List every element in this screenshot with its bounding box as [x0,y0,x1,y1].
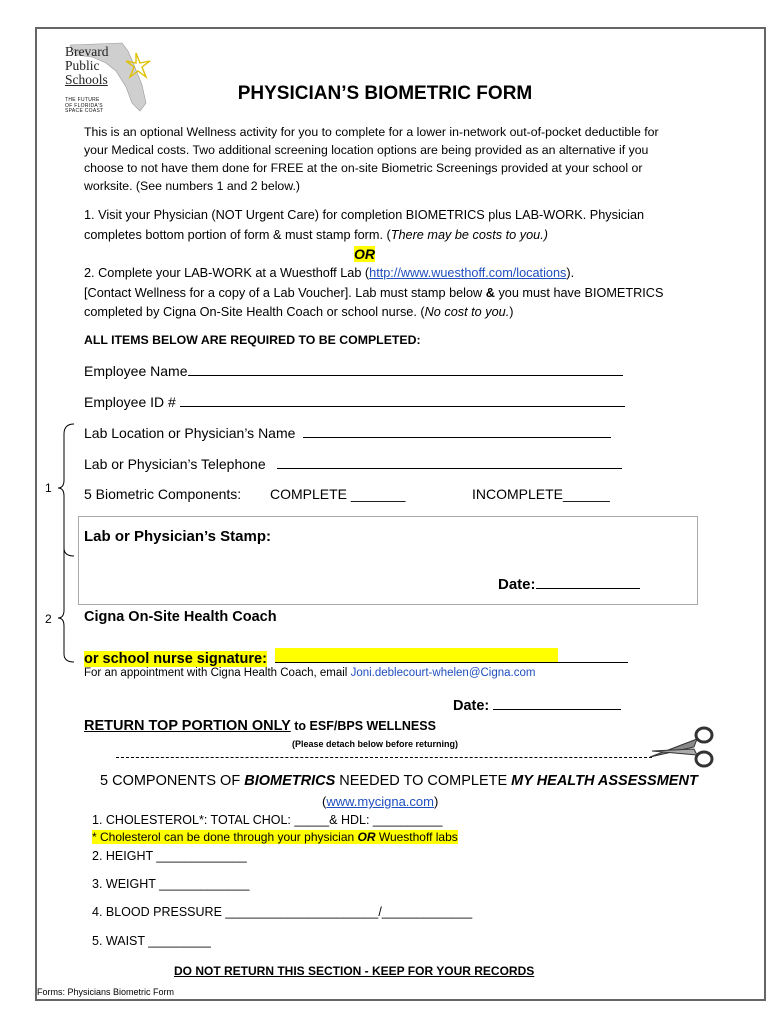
or-label [354,246,375,262]
stamp-date-field[interactable] [536,575,640,589]
chol-note-post: Wuesthoff labs [375,830,458,844]
appointment-note [84,667,535,679]
option-2-text-2: ). [566,266,575,280]
complete-field[interactable]: COMPLETE _______ [270,486,406,502]
incomplete-field[interactable]: INCOMPLETE______ [472,486,610,502]
option-1 [84,206,684,245]
coach-email-link[interactable]: Joni.deblecourt-whelen@Cigna.com [350,667,536,679]
chol-note-pre: * Cholesterol can be done through your physician [92,830,358,844]
components-heading-mid: NEEDED TO COMPLETE [335,773,512,789]
detach-note: (Please detach below before returning) [292,739,459,749]
return-instruction [84,718,436,734]
coach-date-field[interactable] [493,696,621,710]
employee-id-row [84,393,625,410]
option-2-text-5: ) [509,305,514,319]
logo-tagline-1: THE FUTURE [65,97,100,103]
components-heading [100,773,698,789]
form-label: Forms: Physicians Biometric Form [37,987,175,997]
cholesterol-note [92,830,458,844]
employee-name-field[interactable] [188,362,623,376]
wuesthoff-link[interactable]: http://www.wuesthoff.com/locations [369,266,567,280]
page-title: PHYSICIAN’S BIOMETRIC FORM [237,83,533,104]
logo-tagline-3: SPACE COAST [65,108,104,114]
bracket-label-1: 1 [45,481,52,495]
components-heading-pre: 5 COMPONENTS OF [100,773,245,789]
keep-records-notice: DO NOT RETURN THIS SECTION - KEEP FOR YOUR RECORDS [174,964,535,978]
option-2-text-4: you must have BIOMETRICS completed by Cigna On-Site Health Coach or school nurse. ( [84,285,664,319]
coach-label: Cigna On-Site Health Coach [84,609,277,625]
nurse-signature-field-b[interactable] [558,649,628,663]
employee-name-row [84,362,623,379]
coach-date-row [453,696,621,714]
cut-line [116,757,652,758]
weight-field[interactable]: 3. WEIGHT _____________ [92,877,250,891]
stamp-label: Lab or Physician’s Stamp: [84,528,271,545]
coach-date-label: Date: [453,698,490,714]
employee-name-label: Employee Name [84,363,188,379]
stamp-date-label: Date: [498,576,536,593]
lab-location-field[interactable] [303,424,611,438]
mycigna-link[interactable]: www.mycigna.com [326,794,434,809]
intro-paragraph: This is an optional Wellness activity for you to complete for a lower in-network out-of-pocket deductible for your Medical costs. Two additional screening location options are being provided as an alternative if you choose to not have them done for FREE at the on-site Biometric Screenings provided at your school or worksite. (See numbers 1 and 2 below.) [84,125,659,193]
height-field[interactable]: 2. HEIGHT _____________ [92,849,247,863]
link-open: ( [322,794,327,809]
nurse-signature-row [84,648,628,667]
logo-line-3: Schools [65,72,108,87]
cholesterol-field[interactable]: 1. CHOLESTEROL*: TOTAL CHOL: _____& HDL: __________ [92,813,443,827]
option-2 [84,264,684,323]
logo-line-2: Public [65,58,100,73]
nurse-signature-label: or school nurse signature: [84,651,267,667]
stamp-date-row [498,575,640,593]
option-2-text-1: 2. Complete your LAB-WORK at a Wuesthoff Lab ( [84,266,370,280]
lab-phone-field[interactable] [277,455,622,469]
employee-id-label: Employee ID # [84,394,176,410]
option-1-note: There may be costs to you.) [390,227,548,242]
employee-id-field[interactable] [180,393,625,407]
lab-phone-row [84,455,622,472]
nurse-signature-field-a[interactable] [275,648,558,663]
bracket-lines [40,420,82,670]
bracket-label-2: 2 [45,612,52,626]
biometric-components-row [84,486,241,502]
option-2-text-3: [Contact Wellness for a copy of a Lab Voucher]. Lab must stamp below [84,285,486,300]
logo-line-1: Brevard [65,44,109,59]
lab-location-row [84,424,611,441]
link-close: ) [433,794,439,809]
chol-note-or: OR [357,830,376,844]
lab-phone-label: Lab or Physician’s Telephone [84,456,266,472]
return-main: RETURN TOP PORTION ONLY [84,718,291,734]
option-2-note: No cost to you. [424,305,510,319]
components-heading-post: MY HEALTH ASSESSMENT [511,773,698,789]
option-2-amp: & [485,285,495,300]
scissors-icon [648,725,718,771]
return-rest: to ESF/BPS WELLNESS [290,719,436,733]
components-heading-bio: BIOMETRICS [244,773,336,789]
or-text: OR [354,246,375,262]
blood-pressure-field[interactable]: 4. BLOOD PRESSURE ______________________/_____________ [92,905,473,919]
option-1-text: 1. Visit your Physician (NOT Urgent Care) for completion BIOMETRICS plus LAB-WORK. Physician completes bottom portion of form & must stamp form. ( [84,208,645,242]
lab-location-label: Lab Location or Physician’s Name [84,425,296,441]
biometric-components-label: 5 Biometric Components: [84,486,242,502]
appointment-text: For an appointment with Cigna Health Coach, email [84,667,351,679]
mycigna-link-row [322,794,438,809]
logo-tagline-2: OF FLORIDA'S [65,102,103,109]
waist-field[interactable]: 5. WAIST _________ [92,934,211,948]
required-heading: ALL ITEMS BELOW ARE REQUIRED TO BE COMPLETED: [84,333,421,347]
